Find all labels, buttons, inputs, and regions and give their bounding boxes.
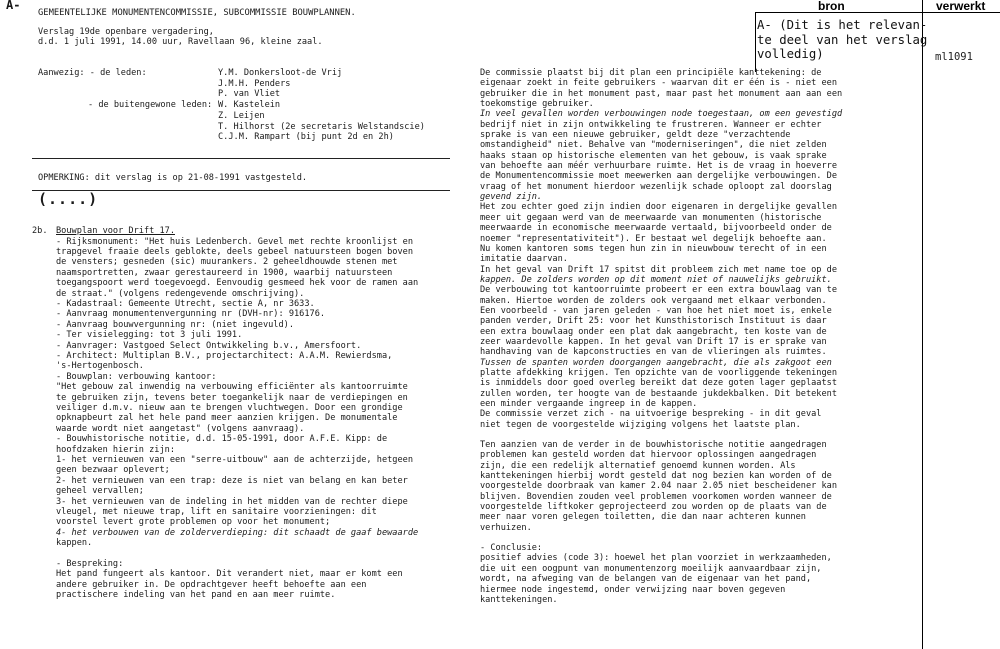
body-line: - Conclusie: bbox=[480, 543, 543, 554]
omission-marker: (....) bbox=[38, 190, 99, 208]
body-line: - Rijksmonument: "Het huis Ledenberch. Gevel met rechte kroonlijst en bbox=[56, 236, 413, 247]
body-line: meerwaarde in economische meerwaarde vertaald, bijvoorbeeld onder de bbox=[480, 223, 832, 234]
body-line: - Ter visielegging: tot 3 juli 1991. bbox=[56, 330, 243, 341]
body-line: opknapbeurt zal het hele pand meer aanzien krijgen. De monumentale bbox=[56, 413, 398, 424]
body-line: kanttekeningen hierbij wordt gesteld dat nog bezien kan worden of de bbox=[480, 471, 832, 482]
body-line: 4- het verbouwen van de zolderverdieping: dit schaadt de gaaf bewaarde bbox=[56, 527, 419, 538]
meeting-info bbox=[38, 27, 323, 48]
body-line: geheel vervallen; bbox=[56, 486, 144, 497]
body-line: 1- het vernieuwen van een "serre-uitbouw" aan de achterzijde, hetgeen bbox=[56, 455, 413, 466]
body-line bbox=[480, 533, 842, 543]
body-line: maken. Hiertoe worden de zolders ook vergaand met elkaar verbonden. bbox=[480, 295, 827, 306]
ledger-column-divider bbox=[922, 0, 923, 649]
body-line: een minder vergaande ingreep in de kappen. bbox=[480, 399, 698, 409]
body-line: van behoefte aan méér verhuurbare ruimte. Het is de vraag in hoeverre bbox=[480, 161, 837, 172]
body-line bbox=[56, 549, 418, 559]
body-line: zeer waardevolle kappen. In het geval van Drift 17 is er sprake van bbox=[480, 336, 827, 347]
body-line: naamsportretten, zwaar gerestaureerd in 1900, waarbij natuursteen bbox=[56, 267, 393, 278]
body-line: De commissie verzet zich - na uitvoerige bespreking - in dit geval bbox=[480, 409, 822, 420]
body-line: wordt, na afweging van de belangen van de eigenaar van het pand, bbox=[480, 574, 812, 585]
body-line: imitatie daarvan. bbox=[480, 254, 568, 265]
body-line: Het pand fungeert als kantoor. Dit verandert niet, maar er komt een bbox=[56, 569, 403, 580]
body-line: de straat." (volgens redengevende omschrijving). bbox=[56, 288, 305, 299]
body-line: - Aanvraag bouwvergunning nr: (niet ingevuld). bbox=[56, 319, 294, 330]
meeting-info-line: Verslag 19de openbare vergadering, bbox=[38, 27, 214, 37]
body-line: voorgestelde doorbraak van kamer 2.04 naar 2.05 niet bescheidener kan bbox=[480, 481, 837, 492]
verwerkt-column-header: verwerkt bbox=[936, 0, 986, 13]
remark: OPMERKING: dit verslag is op 21-08-1991 vastgesteld. bbox=[38, 173, 308, 183]
body-line: kappen. De zolders worden op dit moment niet of nauwelijks gebruikt. bbox=[480, 274, 832, 285]
body-line: platte afdekking krijgen. Ten opzichte van de voorliggende tekeningen bbox=[480, 367, 837, 378]
body-line: bedrijf niet in zijn ontwikkeling te frustreren. Wanneer er echter bbox=[480, 119, 822, 130]
body-line: eigenaar zoekt in feite gebruikers - waarvan dit er één is - niet een bbox=[480, 78, 837, 89]
right-column-body bbox=[480, 68, 842, 605]
left-column-body bbox=[56, 237, 418, 601]
member-name: P. van Vliet bbox=[218, 89, 281, 100]
body-line: meer uit gegaan werd van de meerwaarde van monumenten (historische bbox=[480, 212, 822, 223]
body-line: sprake is van een nieuwe gebruiker, geldt deze "verzachtende bbox=[480, 130, 791, 141]
meeting-info-line: d.d. 1 juli 1991, 14.00 uur, Ravellaan 96, kleine zaal. bbox=[38, 37, 323, 48]
body-line: hoofdzaken hierin zijn: bbox=[56, 444, 175, 455]
body-line: "Het gebouw zal inwendig na verbouwing efficiënter als kantoorruimte bbox=[56, 382, 408, 393]
item-number: 2b. bbox=[32, 226, 48, 236]
body-line: omstandigheid" niet. Behalve van "moderniseringen", die niet zelden bbox=[480, 140, 827, 151]
body-line: zullen worden, ter hoogte van de bestaande jukdekbalken. Dit betekent bbox=[480, 388, 837, 399]
body-line: trapgevel fraaie deels geblokte, deels gebeel natuursteen bogen boven bbox=[56, 246, 413, 257]
body-line: kappen. bbox=[56, 538, 93, 549]
body-line: - Aanvrager: Vastgoed Select Ontwikkeling b.v., Amersfoort. bbox=[56, 340, 362, 351]
body-line: waarde wordt niet aangetast" (volgens aanvraag). bbox=[56, 423, 305, 434]
attendance-members bbox=[218, 68, 425, 143]
body-line: zijn, die een redelijk alternatief genoemd kunnen worden. Als bbox=[480, 460, 796, 471]
body-line: handhaving van de kapconstructies en van de vlieringen als ruimtes. bbox=[480, 347, 827, 358]
member-name: T. Hilhorst (2e secretaris Welstandscie) bbox=[218, 121, 425, 132]
body-line: andere gebruiker in. De opdrachtgever heeft behoefte aan een bbox=[56, 579, 367, 590]
body-line: Een voorbeeld - van jaren geleden - van hoe het niet moet is, enkele bbox=[480, 305, 832, 316]
verwerkt-note: ml1091 bbox=[935, 51, 973, 63]
member-name: C.J.M. Rampart (bij punt 2d en 2h) bbox=[218, 132, 394, 143]
body-line: panden verder, Drift 25: voor het Kunsthistorisch Instituut is daar bbox=[480, 316, 827, 327]
body-line: - Bouwhistorische notitie, d.d. 15-05-1991, door A.F.E. Kipp: de bbox=[56, 434, 388, 445]
member-name: Y.M. Donkersloot-de Vrij bbox=[218, 68, 343, 78]
body-line: een extra bouwlaag onder een plat dak aangebracht, ten koste van de bbox=[480, 326, 827, 337]
body-line: te gebruiken zijn, tevens beter toegankelijk naar de verdiepingen en bbox=[56, 392, 408, 403]
body-line: voorstel levert grote problemen op voor het monument; bbox=[56, 517, 331, 528]
body-line: 3- het vernieuwen van de indeling in het midden van de rechter diepe bbox=[56, 496, 408, 507]
body-line: - Bespreking: bbox=[56, 558, 124, 569]
document-title: GEMEENTELIJKE MONUMENTENCOMMISSIE, SUBCOMMISSIE BOUWPLANNEN. bbox=[38, 8, 356, 18]
section-marker: A- bbox=[6, 0, 21, 12]
bron-column-header: bron bbox=[818, 0, 845, 13]
body-line: meer naar voren gelegen toiletten, die dan naar achteren kunnen bbox=[480, 512, 806, 523]
body-line: - Aanvraag monumentenvergunning nr (DVH-nr): 916176. bbox=[56, 309, 326, 320]
body-line: voorgestelde liftkoker geprojecteerd zou worden op de plaats van de bbox=[480, 502, 827, 513]
body-line: In het geval van Drift 17 spitst dit probleem zich met name toe op de bbox=[480, 264, 837, 275]
body-line: - Architect: Multiplan B.V., projectarchitect: A.A.M. Rewierdsma, bbox=[56, 350, 393, 361]
body-line: gevend zijn. bbox=[480, 192, 543, 203]
body-line: vraag of het monument hierdoor wezenlijk schade oploopt zal doorslag bbox=[480, 181, 832, 192]
divider-rule bbox=[32, 158, 450, 159]
extraordinary-members-label: - de buitengewone leden: bbox=[88, 100, 213, 110]
body-line: niet tegen de voorgestelde wijziging volgens het laatste plan. bbox=[480, 419, 801, 430]
body-line: geen bezwaar oplevert; bbox=[56, 465, 170, 476]
body-line: problemen kan gesteld worden dat hiervoor oplossingen aangedragen bbox=[480, 450, 817, 461]
body-line: toegangspoort werd toegevoegd. Eenvoudig gesmeed hek voor de ramen aan bbox=[56, 278, 419, 289]
body-line: Tussen de spanten worden doorgangen aangebracht, die als zakgoot een bbox=[480, 357, 832, 368]
body-line: 's-Hertogenbosch. bbox=[56, 361, 144, 372]
body-line: De commissie plaatst bij dit plan een principiële kanttekening: de bbox=[480, 68, 822, 78]
bron-note-line: volledig) bbox=[757, 47, 824, 62]
body-line: is inmiddels door goed overleg bereikt dat deze goten lager geplaatst bbox=[480, 378, 837, 389]
attendance-label: Aanwezig: - de leden: bbox=[38, 68, 147, 78]
body-line: 2- het vernieuwen van een trap: deze is niet van belang en kan beter bbox=[56, 475, 408, 486]
body-line bbox=[480, 430, 842, 440]
body-line: - Bouwplan: verbouwing kantoor: bbox=[56, 371, 217, 382]
member-name: W. Kastelein bbox=[218, 100, 281, 111]
member-name: J.M.H. Penders bbox=[218, 78, 291, 89]
body-line: noemer "representativiteit"). Er bestaat wel degelijk behoefte aan. bbox=[480, 233, 827, 244]
body-line: De verbouwing tot kantoorruimte probeert er een extra bouwlaag van te bbox=[480, 285, 837, 296]
body-line: hiermee node ingestemd, onder verwijzing naar boven gegeven bbox=[480, 584, 786, 595]
body-line: verhuizen. bbox=[480, 522, 532, 533]
body-line: haaks staan op historische elementen van het gebouw, is vaak sprake bbox=[480, 150, 827, 161]
body-line: vleugel, met nieuwe trap, lift en sanitaire voorzieningen: dit bbox=[56, 507, 377, 518]
body-line: toekomstige gebruiker. bbox=[480, 99, 594, 110]
body-line: Het zou echter goed zijn indien door eigenaren in dergelijke gevallen bbox=[480, 202, 837, 213]
body-line: de Monumentencommissie moet meewerken aan dergelijke verbouwingen. De bbox=[480, 171, 837, 182]
body-line: de vensters; gesneden (sic) muurankers. 2 geheeldhouwde stenen met bbox=[56, 257, 398, 268]
body-line: practischere indeling van het pand en aan meer ruimte. bbox=[56, 589, 336, 600]
body-line: Ten aanzien van de verder in de bouwhistorische notitie aangedragen bbox=[480, 440, 827, 451]
item-title: Bouwplan voor Drift 17. bbox=[56, 226, 175, 236]
body-line: - Kadastraal: Gemeente Utrecht, sectie A, nr 3633. bbox=[56, 298, 315, 309]
bron-note-box-edge bbox=[755, 12, 756, 72]
body-line: gebruiker die in het monument past, maar past het monument aan aan een bbox=[480, 88, 843, 99]
body-line: die uit een oogpunt van monumentenzorg moeilijk aanvaardbaar zijn, bbox=[480, 563, 822, 574]
bron-note-line: te deel van het verslag bbox=[757, 32, 928, 47]
bron-note-line: A- (Dit is het relevan- bbox=[757, 18, 928, 32]
member-name: Z. Leijen bbox=[218, 110, 265, 121]
body-line: veiliger d.m.v. nieuw aan te brengen vluchtwegen. Door een grondige bbox=[56, 403, 403, 413]
body-line: blijven. Bovendien zouden veel problemen voorkomen worden wanneer de bbox=[480, 491, 832, 502]
body-line: In veel gevallen worden verbouwingen node toegestaan, om een gevestigd bbox=[480, 109, 843, 120]
body-line: positief advies (code 3): hoewel het plan voorziet in werkzaamheden, bbox=[480, 553, 832, 564]
body-line: kanttekeningen. bbox=[480, 594, 558, 605]
body-line: Nu komen kantoren soms tegen hun zin in nieuwbouw terecht of in een bbox=[480, 243, 827, 254]
bron-note bbox=[757, 18, 928, 62]
